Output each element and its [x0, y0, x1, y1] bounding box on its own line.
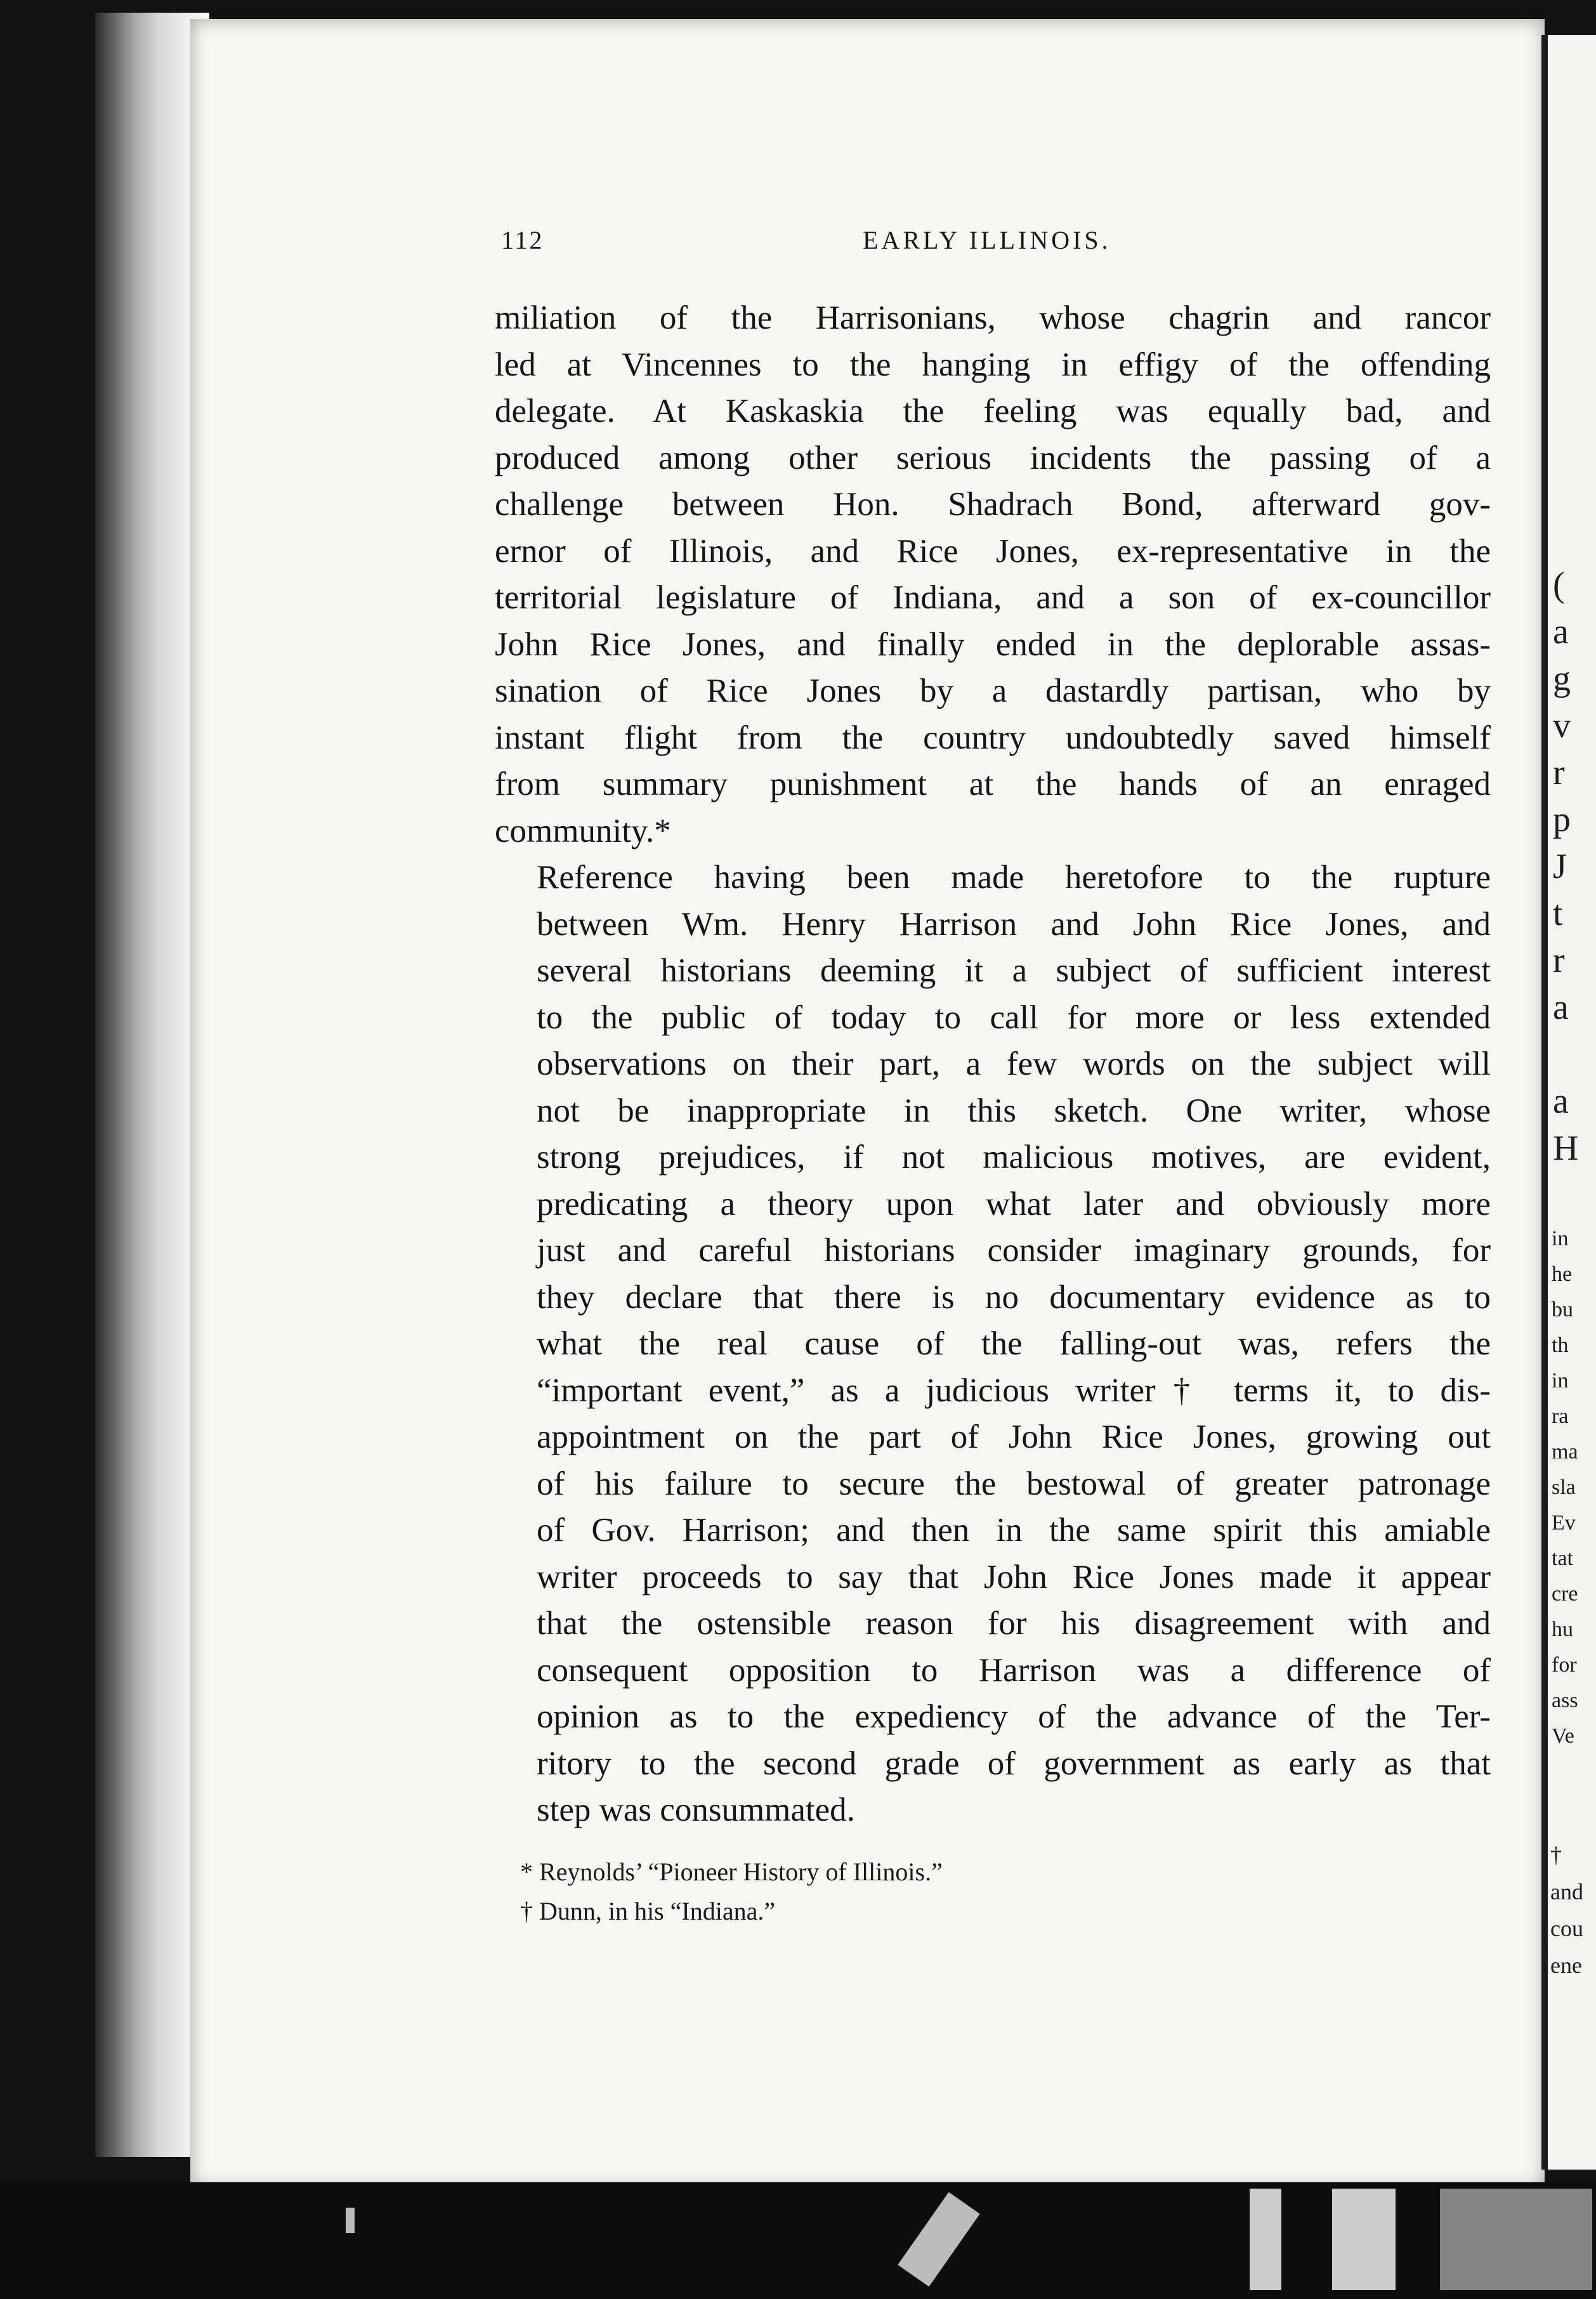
text-line: challenge between Hon. Shadrach Bond, afterward gov-	[495, 486, 1491, 523]
scan-speck	[898, 2192, 979, 2286]
text-line: strong prejudices, if not malicious motives, are evident,	[537, 1139, 1491, 1176]
scan-speck	[346, 2208, 355, 2233]
text-line: from summary punishment at the hands of an enraged	[495, 766, 1491, 802]
footnote: † Dunn, in his “Indiana.”	[520, 1897, 776, 1925]
text-line: sination of Rice Jones by a dastardly partisan, who by	[495, 672, 1491, 709]
adjacent-page-text: ( a g v r p J t r a a H	[1553, 565, 1579, 1168]
text-line: just and careful historians consider imaginary grounds, for	[537, 1232, 1491, 1269]
page-number: 112	[501, 226, 544, 254]
text-line: “important event,” as a judicious writer† terms it, to dis-	[537, 1372, 1491, 1409]
page-header	[501, 225, 1491, 263]
text-line: John Rice Jones, and finally ended in the deplorable assas-	[495, 626, 1491, 663]
text-line: led at Vincennes to the hanging in effigy of the offending	[495, 346, 1491, 383]
adjacent-page-footnotes: † and cou ene	[1550, 1842, 1583, 1978]
text-line: of his failure to secure the bestowal of greater patronage	[537, 1465, 1491, 1502]
text-line: what the real cause of the falling-out was, refers the	[537, 1325, 1491, 1362]
text-line: delegate. At Kaskaskia the feeling was equally bad, and	[495, 393, 1491, 429]
text-line: ernor of Illinois, and Rice Jones, ex-representative in the	[495, 532, 1491, 570]
text-line: territorial legislature of Indiana, and a son of ex-councillor	[495, 579, 1491, 616]
text-line: several historians deeming it a subject of sufficient interest	[537, 952, 1491, 989]
text-line: ritory to the second grade of government as early as that	[537, 1745, 1491, 1782]
scan-speck	[1332, 2189, 1396, 2290]
text-line: observations on their part, a few words on the subject will	[537, 1045, 1491, 1082]
text-line: they declare that there is no documentary evidence as to	[537, 1278, 1491, 1316]
text-line: consequent opposition to Harrison was a difference of	[537, 1651, 1491, 1689]
text-line: community.*	[495, 812, 671, 849]
adjacent-page-notes: in he bu th in ra ma sla Ev tat cre hu for ass Ve	[1552, 1227, 1578, 1748]
running-head: EARLY ILLINOIS.	[863, 226, 1111, 254]
paragraph	[495, 855, 1491, 1834]
text-line: produced among other serious incidents the passing of a	[495, 439, 1491, 476]
scan-bottom-edge	[0, 2182, 1596, 2299]
scan-speck	[1250, 2189, 1281, 2290]
text-line: opinion as to the expediency of the advance of the Ter-	[537, 1698, 1491, 1735]
footnotes	[520, 1852, 1408, 1931]
text-line: predicating a theory upon what later and obviously more	[537, 1185, 1491, 1222]
text-line: between Wm. Henry Harrison and John Rice Jones, and	[537, 905, 1491, 943]
footnote: * Reynolds’ “Pioneer History of Illinois.”	[520, 1857, 943, 1886]
text-line: not be inappropriate in this sketch. One writer, whose	[537, 1092, 1491, 1129]
body-text	[495, 295, 1491, 1834]
text-line: to the public of today to call for more or less extended	[537, 999, 1491, 1036]
scan-speck	[1440, 2189, 1592, 2290]
text-line: step was consummated.	[537, 1791, 855, 1828]
text-line: instant flight from the country undoubtedly saved himself	[495, 719, 1491, 756]
text-line: miliation of the Harrisonians, whose chagrin and rancor	[495, 299, 1491, 336]
text-line: appointment on the part of John Rice Jones, growing out	[537, 1418, 1491, 1455]
text-line: writer proceeds to say that John Rice Jones made it appear	[537, 1558, 1491, 1595]
adjacent-page-edge	[1541, 35, 1596, 2170]
text-line: that the ostensible reason for his disagreement with and	[537, 1605, 1491, 1642]
text-line: of Gov. Harrison; and then in the same spirit this amiable	[537, 1512, 1491, 1549]
text-line: Reference having been made heretofore to the rupture	[537, 859, 1491, 896]
paragraph	[495, 295, 1491, 855]
